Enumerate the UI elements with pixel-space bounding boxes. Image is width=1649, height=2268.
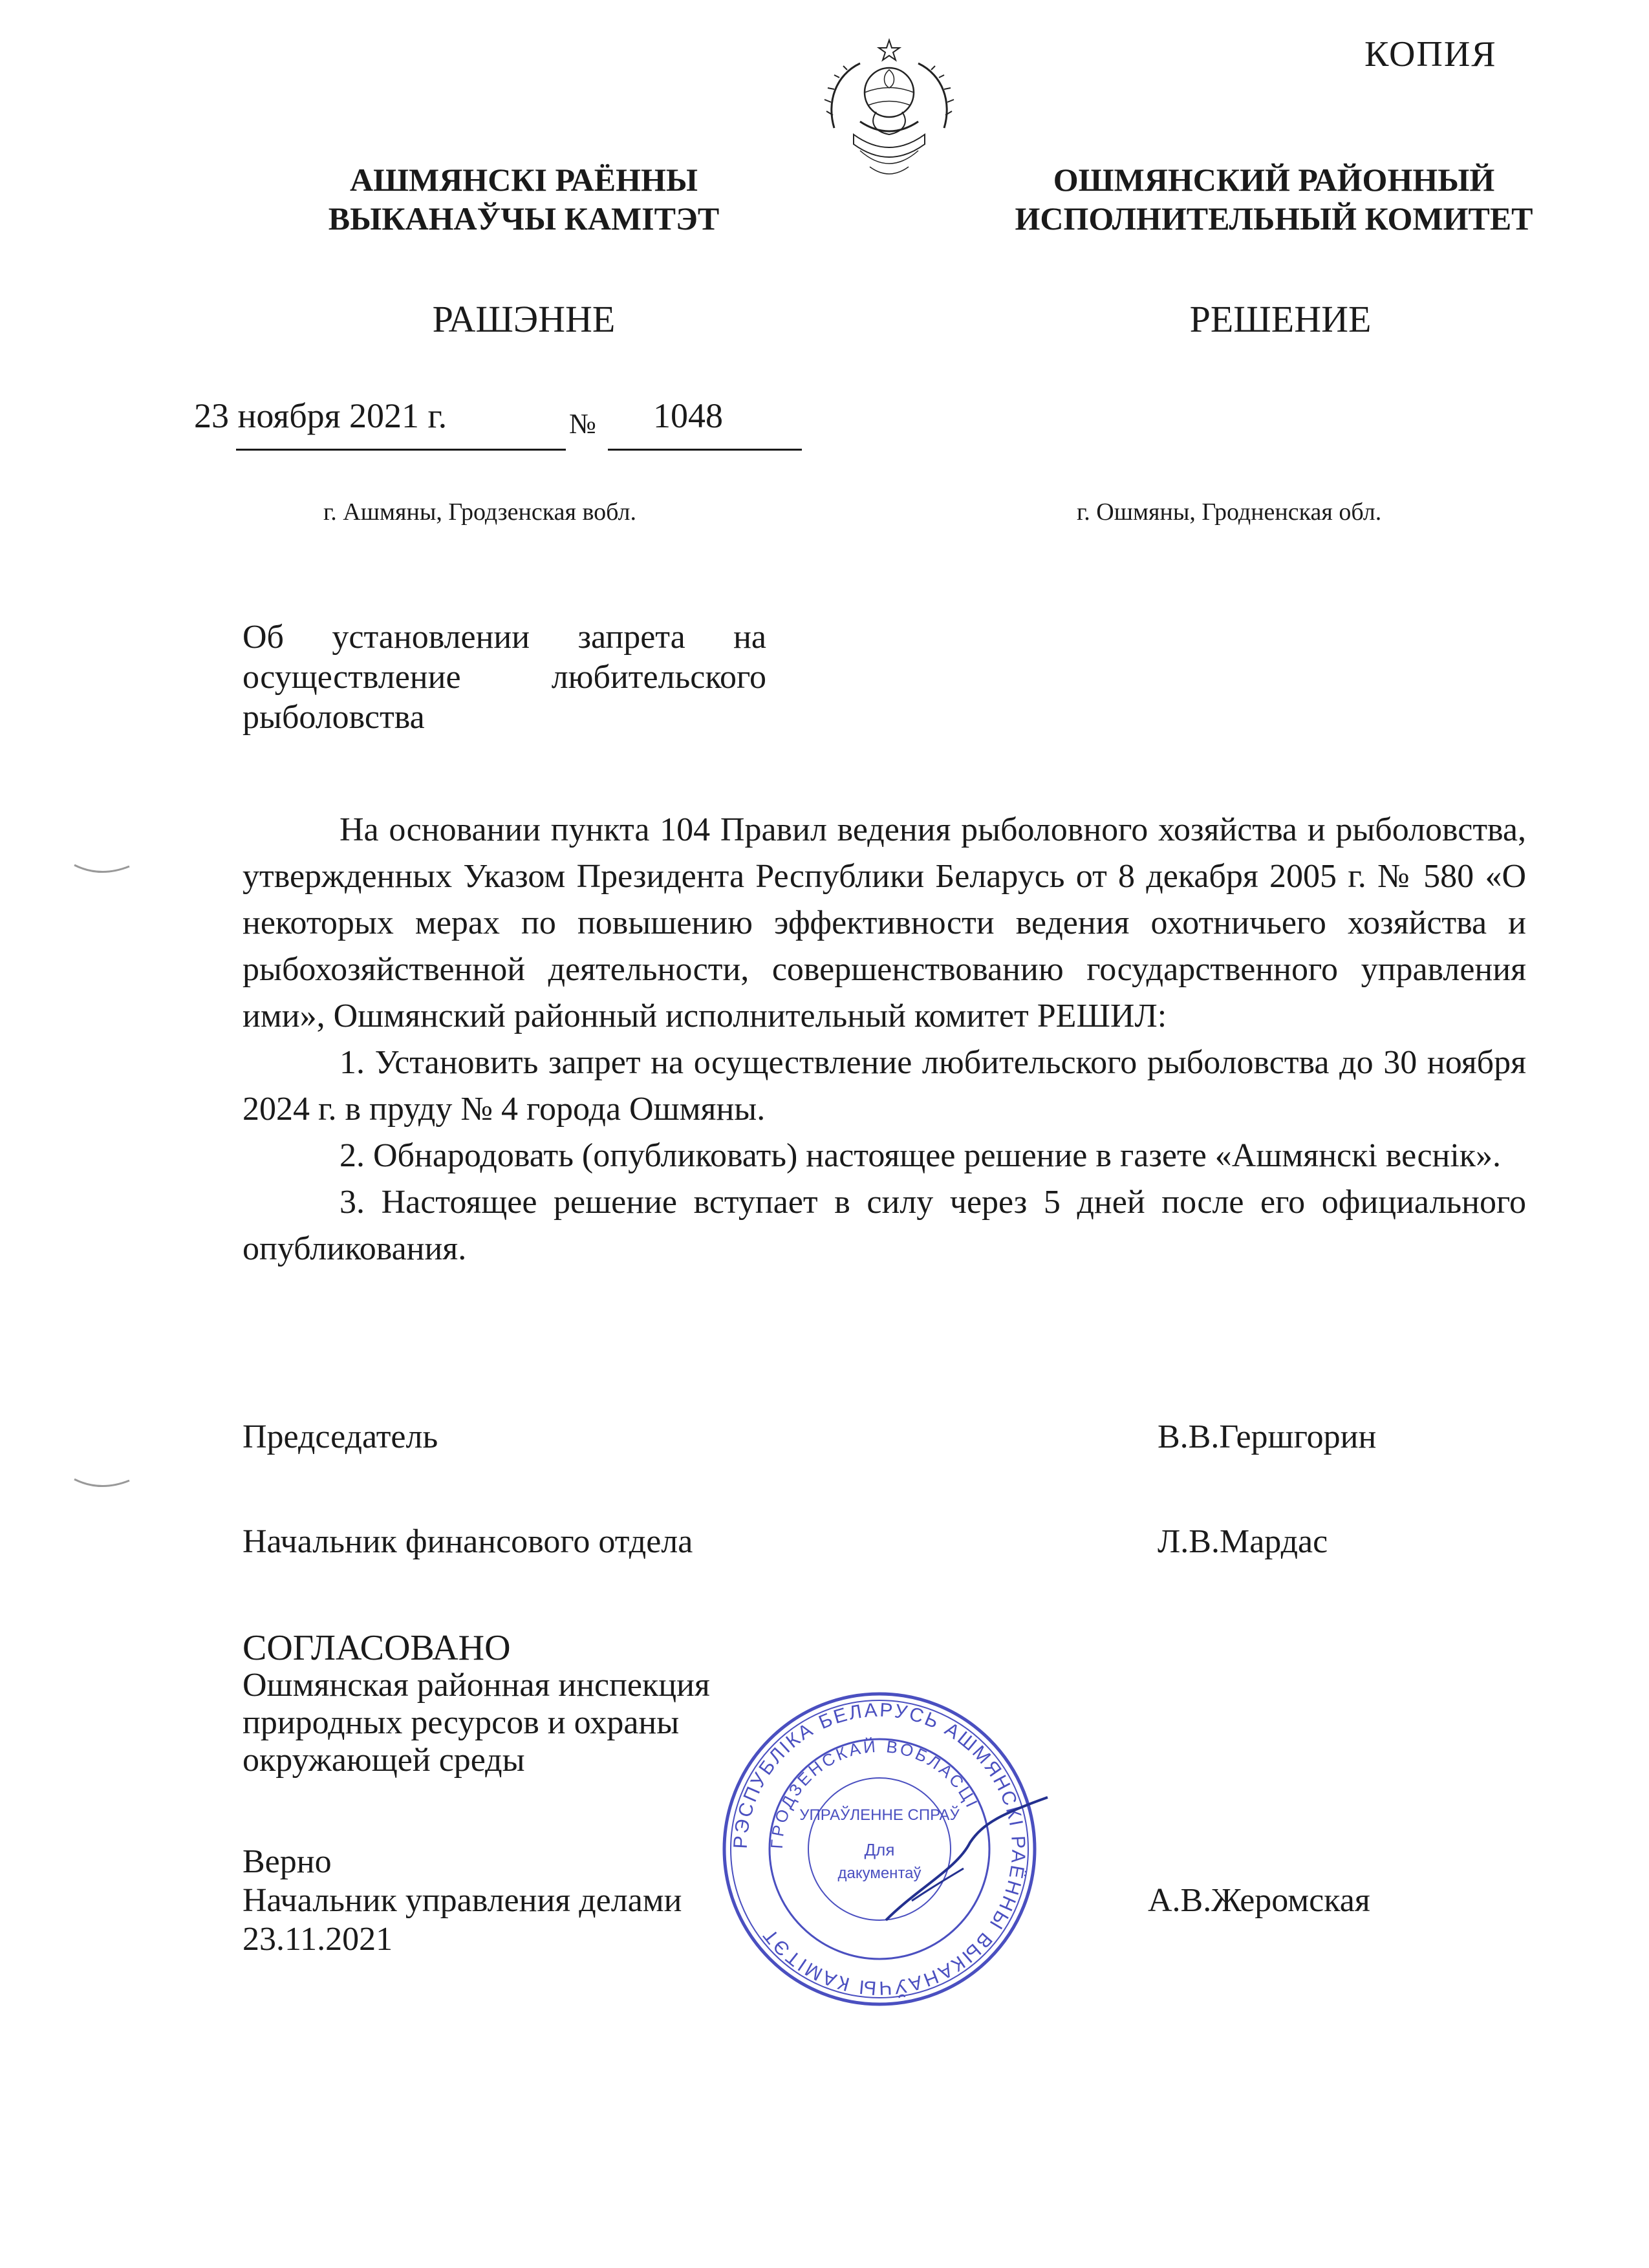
stamp-center-line-2: дакументаў [837, 1865, 921, 1882]
chairman-title: Председатель [242, 1418, 438, 1455]
number-sign: № [569, 408, 596, 440]
org-ru-line-1: ОШМЯНСКИЙ РАЙОННЫЙ [1053, 162, 1495, 198]
certified-date: 23.11.2021 [242, 1921, 393, 1958]
org-name-russian [996, 160, 1552, 238]
doc-type-belarusian: РАШЭННЕ [432, 298, 616, 340]
stamp-outer-text: РЭСПУБЛІКА БЕЛАРУСЬ АШМЯНСКІ РАЁННЫ ВЫКАНАЎЧЫ КАМІТЭТ [729, 1699, 1029, 1999]
org-name-belarusian [285, 160, 763, 238]
finance-head-title: Начальник финансового отдела [242, 1523, 693, 1560]
certified-position: Начальник управления делами [242, 1882, 682, 1919]
org-by-line-2: ВЫКАНАЎЧЫ КАМІТЭТ [328, 200, 720, 237]
place-russian: г. Ошмяны, Гродненская обл. [1077, 498, 1382, 526]
finance-head-name: Л.В.Мардас [1158, 1523, 1328, 1560]
org-by-line-1: АШМЯНСКІ РАЁННЫ [349, 162, 698, 198]
agreed-org-line-2: природных ресурсов и охраны [242, 1704, 680, 1741]
decision-number: 1048 [653, 396, 723, 435]
state-emblem [821, 37, 957, 186]
stamp-inner-text: ГРОДЗЕНСКАЙ ВОБЛАСЦІ [766, 1736, 983, 1850]
number-underline [608, 449, 802, 451]
office-stamp [698, 1674, 1061, 2024]
stamp-center-line-1: Для [864, 1840, 895, 1859]
certified-name: А.В.Жеромская [1148, 1882, 1370, 1919]
agreed-org-line-1: Ошмянская районная инспекция [242, 1667, 710, 1704]
item-1-paragraph: 1. Установить запрет на осуществление любительского рыболовства до 30 ноября 2024 г. в пруду № 4 города Ошмяны. [242, 1044, 1526, 1128]
certified-block [242, 1843, 682, 1959]
org-ru-line-2: ИСПОЛНИТЕЛЬНЫЙ КОМИТЕТ [1015, 200, 1533, 237]
agreed-block [242, 1629, 710, 1779]
place-belarusian: г. Ашмяны, Гродзенская вобл. [323, 498, 637, 526]
decision-body [242, 807, 1526, 1272]
decision-date: 23 ноября 2021 г. [194, 396, 447, 435]
chairman-name: В.В.Гершгорин [1158, 1418, 1377, 1455]
item-2-paragraph: 2. Обнародовать (опубликовать) настоящее решение в газете «Ашмянскі веснік». [339, 1137, 1502, 1174]
decision-subject: Об установлении запрета на осуществление любительского рыболовства [242, 619, 766, 736]
agreed-org-line-3: окружающей среды [242, 1742, 525, 1779]
preamble-paragraph: На основании пункта 104 Правил ведения рыболовного хозяйства и рыболовства, утвержденных Указом Президента Республики Беларусь от 8 декабря 2005 г. № 580 «О некоторых мерах по повышению эффективности ведения охотничьего хозяйства и рыбохозяйственной деятельности, совершенствованию государственного управления ими», Ошмянский районный исполнительный комитет РЕШИЛ: [242, 811, 1526, 1034]
agreed-heading: СОГЛАСОВАНО [242, 1628, 511, 1668]
certified-word: Верно [242, 1843, 332, 1880]
item-3-paragraph: 3. Настоящее решение вступает в силу через 5 дней после его официального опубликования. [242, 1184, 1526, 1267]
doc-type-russian: РЕШЕНИЕ [1189, 298, 1372, 340]
date-underline [236, 449, 566, 451]
stamp-middle-text: УПРАЎЛЕННЕ СПРАЎ [799, 1806, 960, 1824]
copy-mark: КОПИЯ [1364, 34, 1497, 74]
svg-text:ГРОДЗЕНСКАЙ ВОБЛАСЦІ [767, 1737, 983, 1850]
scan-mark [71, 860, 133, 879]
scan-mark [71, 1474, 133, 1493]
